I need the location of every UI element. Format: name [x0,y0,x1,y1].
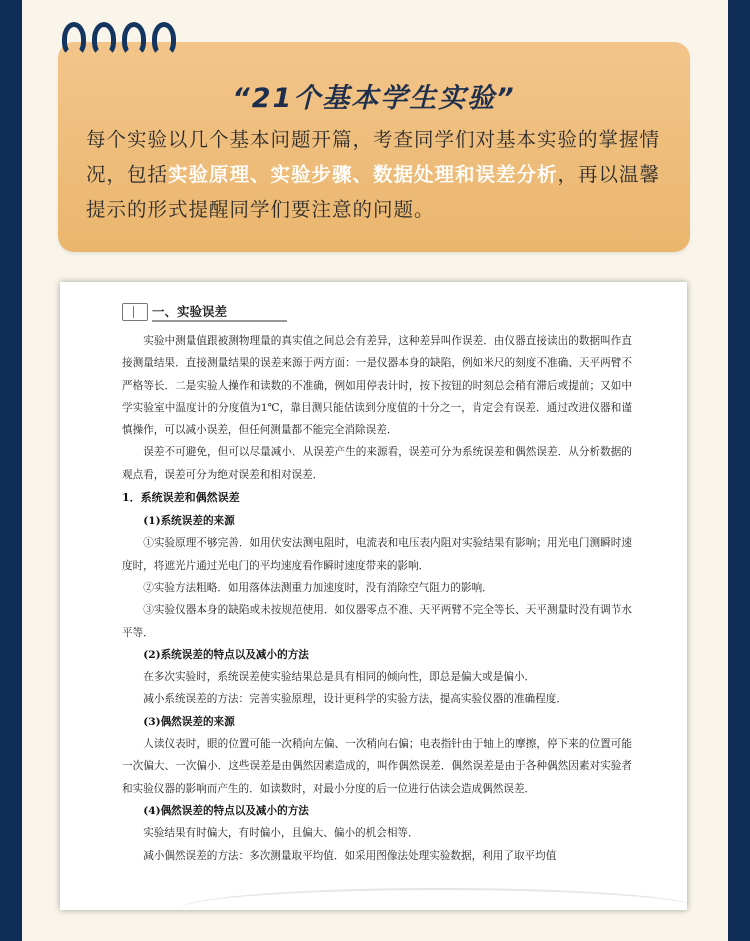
intro-card [58,42,690,252]
paragraph: 误差不可避免，但可以尽量减小．从误差产生的来源看，误差可分为系统误差和偶然误差．从分析数据的观点看，误差可分为绝对误差和相对误差． [122,446,632,481]
paragraph: 减小系统误差的方法：完善实验原理，设计更科学的实验方法，提高实验仪器的准确程度． [143,693,567,706]
binder-ring-icon [152,22,176,56]
paragraph: 减小偶然误差的方法：多次测量取平均值．如采用图像法处理实验数据，利用了取平均值 [143,849,557,862]
intro-text-highlight: 实验原理、实验步骤、数据处理和误差分析 [168,163,558,186]
paragraph: 人读仪表时，眼的位置可能一次稍向左偏、一次稍向右偏；电表指针由于轴上的摩擦，停下来的位置可能一次偏大、一次偏小．这些误差是由偶然因素造成的，叫作偶然误差．偶然误差是由于各种偶然因素对实验者和实验仪器的影响而产生的．如读数时，对最小分度的后一位进行估读会造成偶然误差． [122,738,632,795]
paragraph: 实验中测量值跟被测物理量的真实值之间总会有差异，这种差异叫作误差．由仪器直接读出的数据叫作直接测量结果．直接测量结果的误差来源于两方面：一是仪器本身的缺陷，例如米尺的刻度不准确、天平两臂不严格等长．二是实验人操作和读数的不准确，例如用停表计时，按下按钮的时刻总会稍有滞后或提前；又如中学实验室中温度计的分度值为1℃，靠目测只能估读到分度值的十分之一，肯定会有误差．通过改进仪器和谨慎操作，可以减小误差，但任何测量都不能完全消除误差． [122,335,632,437]
decorative-swirl [180,888,687,910]
subheading: (4)偶然误差的特点以及减小的方法 [143,804,309,817]
intro-text [86,122,666,227]
book-icon [122,303,148,321]
intro-title: “21个基本学生实验” [232,83,516,114]
paragraph: ③实验仪器本身的缺陷或未按规范使用．如仪器零点不准、天平两臂不完全等长、天平测量时没有调节水平等． [122,604,632,639]
binder-ring-icon [62,22,86,56]
intro-text-post: ，再以温馨提示的形式提醒同学们要注意的问题。 [86,163,661,221]
binder-ring-icon [122,22,146,56]
subheading: (2)系统误差的特点以及减小的方法 [143,648,309,661]
document-page [60,282,687,910]
intro-text-pre: 每个实验以几个基本问题开篇，考查同学们对基本实验的掌握情况，包括 [86,128,661,186]
paragraph: 在多次实验时，系统误差使实验结果总是具有相同的倾向性，即总是偏大或是偏小． [143,671,536,684]
subheading: (3)偶然误差的来源 [143,715,235,728]
paragraph: ②实验方法粗略．如用落体法测重力加速度时，没有消除空气阻力的影响． [143,581,493,594]
binder-ring-icon [92,22,116,56]
section-title: 一、实验误差 [152,302,287,322]
subsection-heading: 1．系统误差和偶然误差 [122,491,240,505]
subheading: (1)系统误差的来源 [143,515,235,528]
document-content [122,300,632,867]
paragraph: ①实验原理不够完善．如用伏安法测电阻时，电流表和电压表内阻对实验结果有影响；用光电门测瞬时速度时，将遮光片通过光电门的平均速度看作瞬时速度带来的影响． [122,537,632,572]
paragraph: 实验结果有时偏大，有时偏小，且偏大、偏小的机会相等． [143,827,419,840]
section-header [122,300,632,324]
binder-rings [62,22,176,56]
